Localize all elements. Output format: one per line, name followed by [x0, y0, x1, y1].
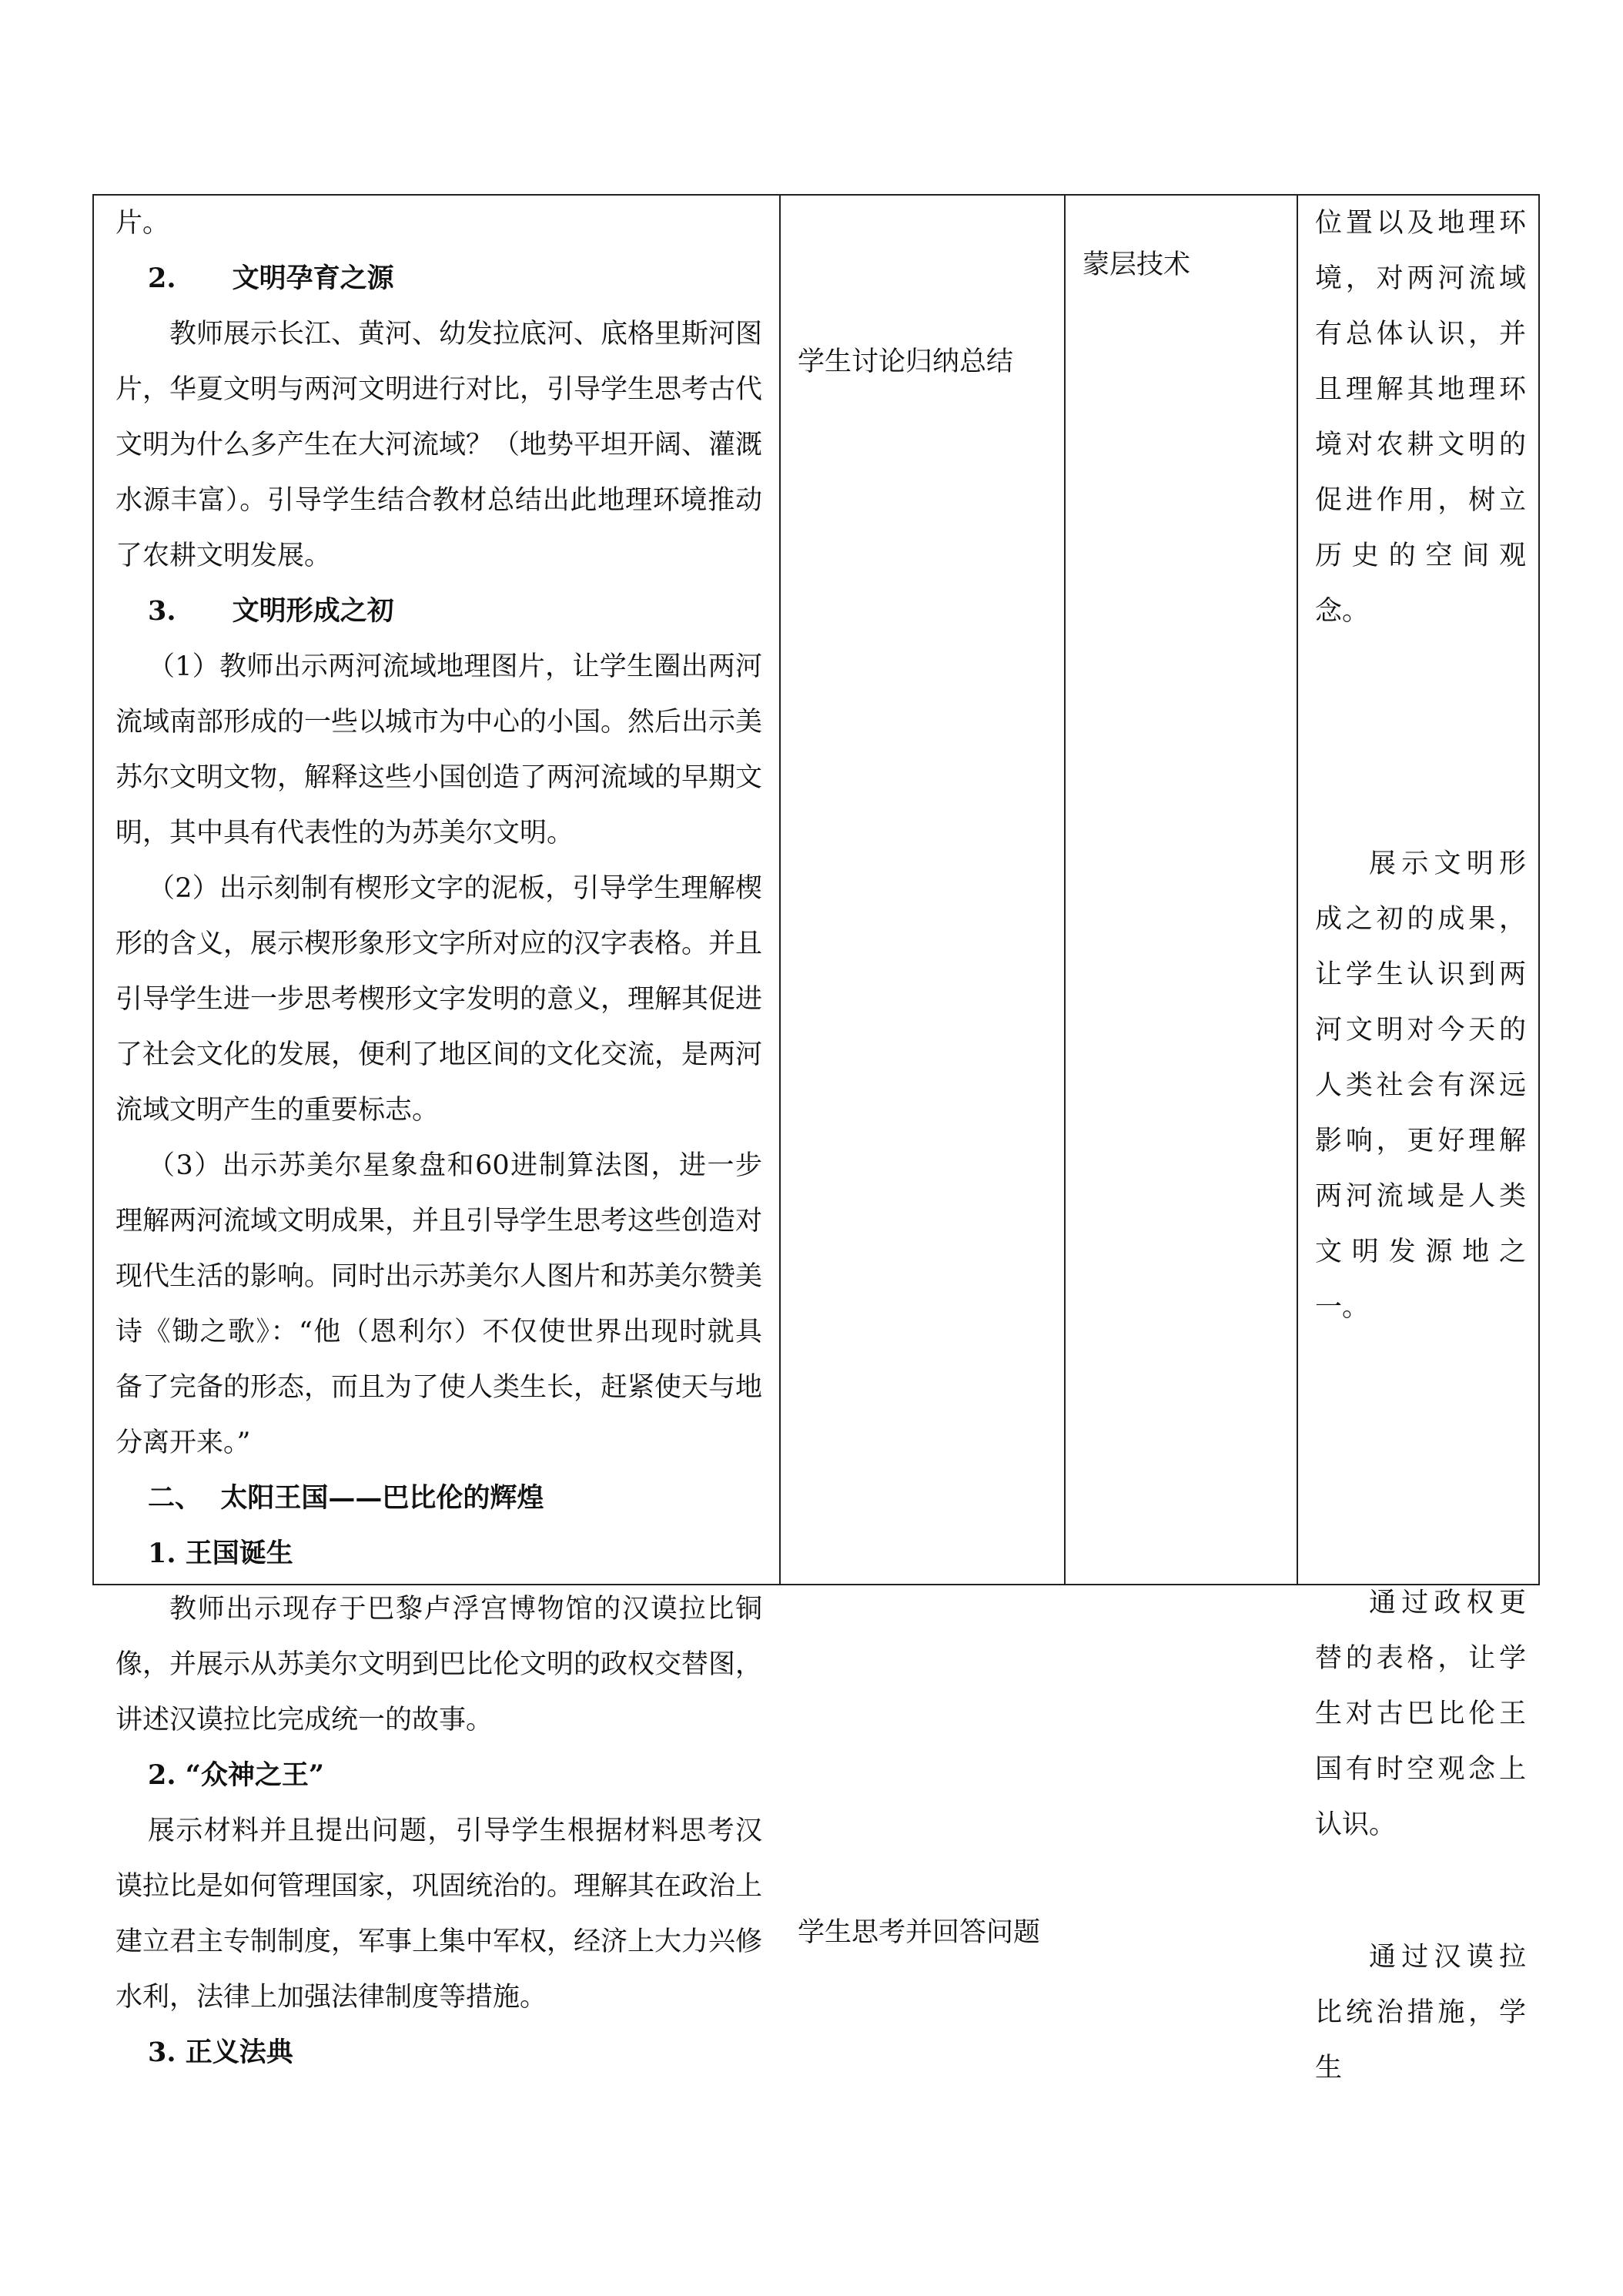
design-intent-text: 通过政权更替的表格，让学生对古巴比伦王国有时空观念上认识。: [1315, 1588, 1526, 1840]
lesson-plan-table: [92, 194, 1540, 2083]
section-heading: 二、 太阳王国——巴比伦的辉煌: [148, 1482, 544, 1514]
text-fragment: 片。: [115, 208, 170, 239]
technology-text: 蒙层技术: [1083, 249, 1191, 280]
paragraph: 教师出示现存于巴黎卢浮宫博物馆的汉谟拉比铜像，并展示从苏美尔文明到巴比伦文明的政权交替图，讲述汉谟拉比完成统一的故事。: [115, 1594, 763, 1735]
design-intent-text: 展示文明形成之初的成果，让学生认识到两河文明对今天的人类社会有深远影响，更好理解两河流域是人类文明发源地之一。: [1315, 848, 1526, 1323]
paragraph: 展示材料并且提出问题，引导学生根据材料思考汉谟拉比是如何管理国家，巩固统治的。理解其在政治上建立君主专制制度，军事上集中军权，经济上大力兴修水利，法律上加强法律制度等措施。: [115, 1816, 763, 2013]
technology-cell: [1066, 196, 1297, 1584]
section-heading: 3. 正义法典: [148, 2037, 293, 2068]
paragraph: （3）出示苏美尔星象盘和60进制算法图，进一步理解两河流域文明成果，并且引导学生思考这些创造对现代生活的影响。同时出示苏美尔人图片和苏美尔赞美诗《锄之歌》：“他（恩利尔）不仅使世界出现时就具备了完备的形态，而且为了使人类生长，赶紧使天与地分离开来。”: [115, 1150, 763, 1458]
design-intent-cell: [1298, 196, 1540, 2083]
section-heading: 3. 文明形成之初: [148, 595, 394, 627]
section-heading: 1. 王国诞生: [148, 1538, 293, 1569]
teaching-process-cell: [94, 196, 779, 2068]
design-intent-text: 位置以及地理环境，对两河流域有总体认识，并且理解其地理环境对农耕文明的促进作用，树立历史的空间观念。: [1315, 208, 1526, 627]
paragraph: 教师展示长江、黄河、幼发拉底河、底格里斯河图片，华夏文明与两河文明进行对比，引导学生思考古代文明为什么多产生在大河流域？（地势平坦开阔、灌溉水源丰富）。引导学生结合教材总结出此地理环境推动了农耕文明发展。: [115, 319, 763, 571]
paragraph: （2）出示刻制有楔形文字的泥板，引导学生理解楔形的含义，展示楔形象形文字所对应的汉字表格。并且引导学生进一步思考楔形文字发明的意义，理解其促进了社会文化的发展，便利了地区间的文化交流，是两河流域文明产生的重要标志。: [115, 873, 763, 1126]
section-heading: 2. 文明孕育之源: [148, 263, 394, 294]
student-activity-cell: [781, 196, 1064, 1948]
design-intent-text: 通过汉谟拉比统治措施，学生: [1315, 1942, 1526, 2083]
student-activity-text: 学生讨论归纳总结: [798, 346, 1014, 377]
student-activity-text: 学生思考并回答问题: [798, 1917, 1041, 1948]
section-heading: 2. “众神之王”: [148, 1759, 324, 1791]
paragraph: （1）教师出示两河流域地理图片，让学生圈出两河流域南部形成的一些以城市为中心的小国。然后出示美苏尔文明文物，解释这些小国创造了两河流域的早期文明，其中具有代表性的为苏美尔文明。: [115, 651, 763, 848]
